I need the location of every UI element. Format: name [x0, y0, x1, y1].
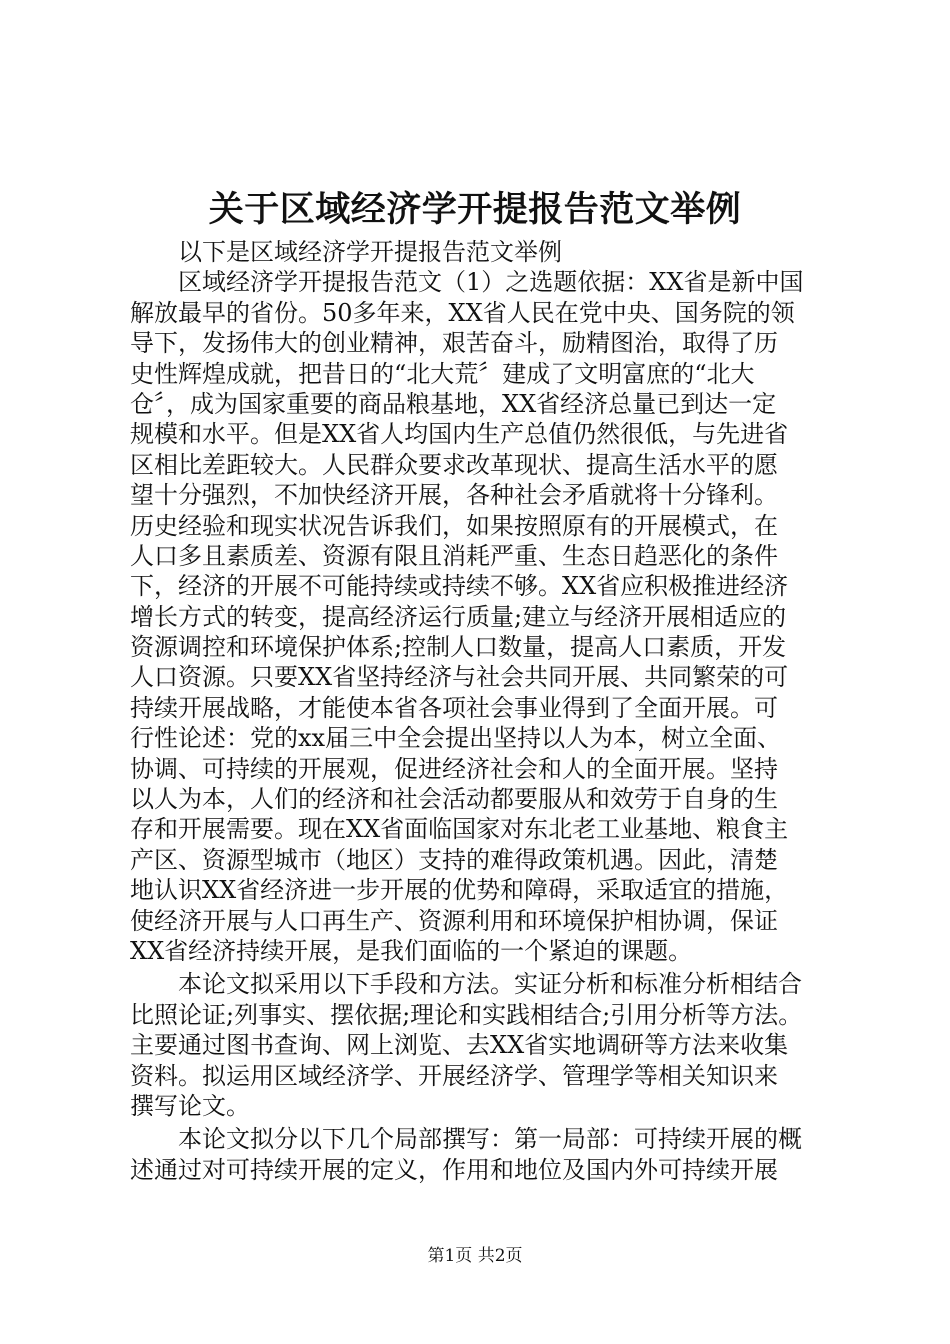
body-line: 行性论述：党的xx届三中全会提出坚持以人为本，树立全面、	[130, 724, 782, 753]
body-line: 导下，发扬伟大的创业精神，艰苦奋斗，励精图治，取得了历	[130, 329, 778, 358]
body-line: 持续开展战略，才能使本省各项社会事业得到了全面开展。可	[130, 693, 778, 722]
body-line: 历史经验和现实状况告诉我们，如果按照原有的开展模式，在	[130, 511, 778, 540]
page-title: 关于区域经济学开提报告范文举例	[208, 189, 742, 230]
body-line: 增长方式的转变，提高经济运行质量;建立与经济开展相适应的	[130, 602, 787, 631]
body-line: 资源调控和环境保护体系;控制人口数量，提高人口素质，开发	[130, 633, 787, 662]
body-line: 本论文拟分以下几个局部撰写：第一局部：可持续开展的概	[130, 1125, 802, 1154]
body-line: 资料。拟运用区域经济学、开展经济学、管理学等相关知识来	[130, 1061, 778, 1090]
body-line: 区相比差距较大。人民群众要求改革现状、提高生活水平的愿	[130, 450, 778, 479]
body-line: 下，经济的开展不可能持续或持续不够。XX省应积极推进经济	[130, 572, 789, 601]
document-body	[130, 237, 850, 1185]
body-line: 规模和水平。但是XX省人均国内生产总值仍然很低，与先进省	[130, 420, 789, 449]
body-line: 仓〞，成为国家重要的商品粮基地，XX省经济总量已到达一定	[130, 389, 777, 418]
body-line: 使经济开展与人口再生产、资源利用和环境保护相协调，保证	[130, 906, 778, 935]
body-line: 人口资源。只要XX省坚持经济与社会共同开展、共同繁荣的可	[130, 663, 789, 692]
body-line: 地认识XX省经济进一步开展的优势和障碍，采取适宜的措施，	[130, 876, 789, 905]
body-line: 撰写论文。	[130, 1091, 250, 1120]
body-line: 述通过对可持续开展的定义，作用和地位及国内外可持续开展	[130, 1155, 778, 1184]
body-line: 本论文拟采用以下手段和方法。实证分析和标准分析相结合	[130, 970, 802, 999]
body-line: 比照论证;列事实、摆依据;理论和实践相结合;引用分析等方法。	[130, 1000, 803, 1029]
page-footer: 第1页 共2页	[427, 1246, 523, 1266]
body-line: 望十分强烈，不加快经济开展，各种社会矛盾就将十分锋利。	[130, 481, 778, 510]
body-line: 存和开展需要。现在XX省面临国家对东北老工业基地、粮食主	[130, 815, 789, 844]
body-line: 主要通过图书查询、网上浏览、去XX省实地调研等方法来收集	[130, 1031, 789, 1060]
body-line: 以下是区域经济学开提报告范文举例	[130, 238, 562, 266]
body-line: 区域经济学开提报告范文（1）之选题依据：XX省是新中国	[130, 268, 804, 297]
body-line: 解放最早的省份。50多年来，XX省人民在党中央、国务院的领	[130, 298, 795, 327]
body-line: XX省经济持续开展，是我们面临的一个紧迫的课题。	[130, 936, 693, 965]
body-line: 以人为本，人们的经济和社会活动都要服从和效劳于自身的生	[130, 785, 778, 814]
body-line: 史性辉煌成就，把昔日的“北大荒〞建成了文明富庶的“北大	[130, 359, 755, 388]
body-line: 人口多且素质差、资源有限且消耗严重、生态日趋恶化的条件	[130, 541, 778, 570]
body-line: 协调、可持续的开展观，促进经济社会和人的全面开展。坚持	[130, 754, 778, 783]
body-line: 产区、资源型城市（地区）支持的难得政策机遇。因此，清楚	[130, 845, 778, 874]
